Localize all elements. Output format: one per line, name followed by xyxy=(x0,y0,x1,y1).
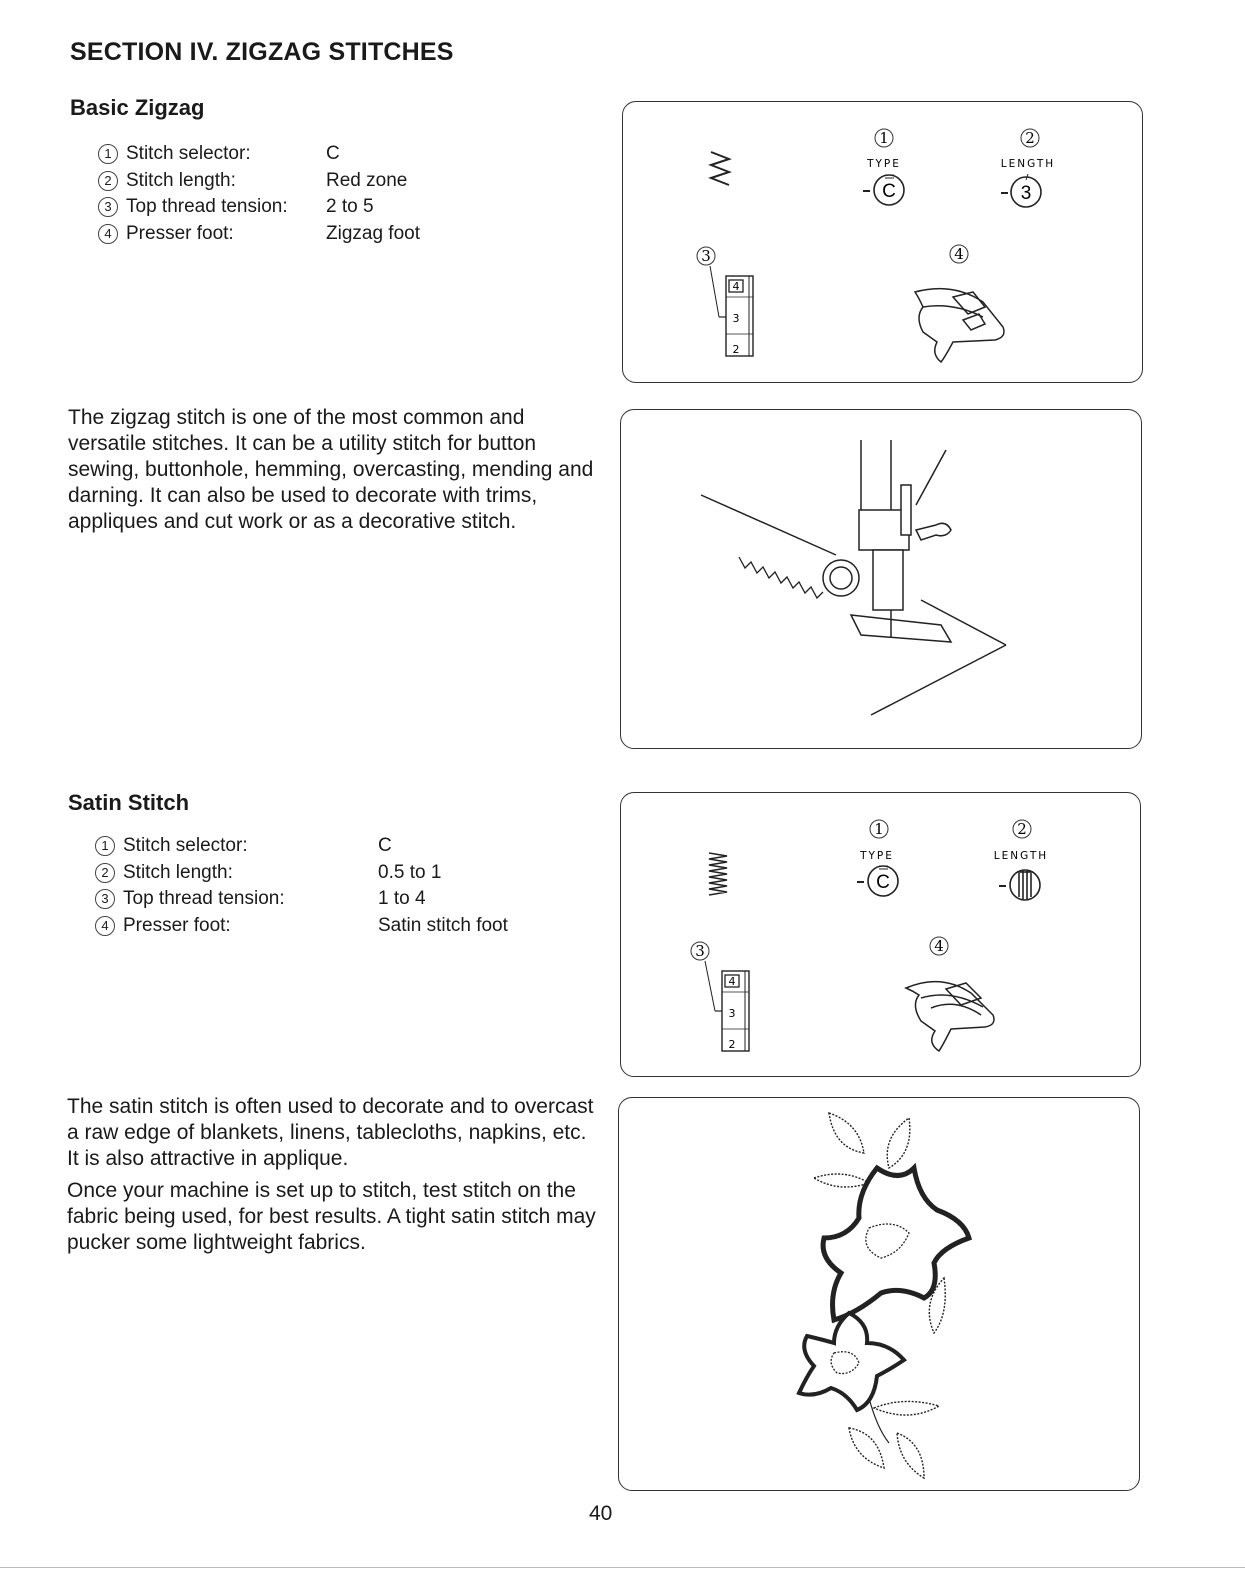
setting-value: 1 to 4 xyxy=(378,888,426,909)
callout-number: 4 xyxy=(98,224,118,244)
setting-label: Stitch length: xyxy=(123,861,233,883)
satin-setting-row xyxy=(95,833,508,860)
tension-mark-3: 3 xyxy=(728,1007,736,1020)
bottom-rule xyxy=(0,1567,1245,1568)
callout-4: 4 xyxy=(934,937,944,955)
leaf-icon xyxy=(814,1174,869,1187)
satin-stitch-icon xyxy=(709,853,727,895)
basic-setting-row xyxy=(98,141,420,168)
satin-description-text-1: The satin stitch is often used to decorate and to overcast a raw edge of blankets, linens, tablecloths, napkins, etc. It is also attractive in applique. xyxy=(67,1095,594,1170)
setting-value: C xyxy=(378,835,392,856)
setting-label: Stitch selector: xyxy=(126,143,251,164)
callout-number: 2 xyxy=(95,863,115,883)
satin-settings-diagram xyxy=(620,792,1141,1077)
tension-mark-2: 2 xyxy=(728,1038,736,1051)
satin-description xyxy=(67,1094,597,1262)
page-number: 40 xyxy=(589,1502,613,1525)
basic-settings-diagram xyxy=(622,101,1143,383)
setting-label: Presser foot: xyxy=(123,914,231,936)
basic-setting-row xyxy=(98,168,420,195)
length-label: LENGTH xyxy=(993,850,1049,862)
callout-number: 1 xyxy=(98,144,118,164)
zigzag-sewing-illustration xyxy=(620,409,1142,749)
setting-value: Zigzag foot xyxy=(326,222,420,244)
tension-mark-4: 4 xyxy=(728,975,736,988)
satin-stitch-heading: Satin Stitch xyxy=(68,790,190,815)
satin-setting-row xyxy=(95,860,508,887)
satin-applique-illustration xyxy=(618,1097,1140,1491)
satin-setting-row xyxy=(95,886,508,913)
basic-zigzag-heading: Basic Zigzag xyxy=(70,95,205,120)
callout-3: 3 xyxy=(701,247,711,265)
setting-label: Top thread tension: xyxy=(126,196,288,217)
setting-value: Red zone xyxy=(326,169,408,191)
length-dial-value: 3 xyxy=(1020,183,1032,204)
type-dial-value: C xyxy=(876,872,890,893)
leaf-icon xyxy=(887,1118,910,1168)
setting-value: 2 to 5 xyxy=(326,196,374,217)
tension-mark-4: 4 xyxy=(732,280,740,293)
satin-description-text-2: Once your machine is set up to stitch, test stitch on the fabric being used, for best results. A tight satin stitch may pucker some lightweight fabrics. xyxy=(67,1179,596,1254)
satin-stitch-foot-icon xyxy=(906,982,994,1051)
leaf-icon xyxy=(849,1428,884,1468)
setting-label: Stitch selector: xyxy=(123,835,248,856)
basic-setting-row xyxy=(98,221,420,248)
setting-label: Stitch length: xyxy=(126,169,236,191)
callout-2: 2 xyxy=(1025,129,1035,147)
callout-number: 1 xyxy=(95,836,115,856)
basic-setting-row xyxy=(98,194,420,221)
callout-1: 1 xyxy=(879,129,889,147)
type-label: TYPE xyxy=(867,158,901,170)
callout-number: 3 xyxy=(98,197,118,217)
section-title: SECTION IV. ZIGZAG STITCHES xyxy=(70,38,454,66)
leaf-icon xyxy=(829,1113,864,1153)
zigzag-seam-icon xyxy=(739,557,823,598)
callout-2: 2 xyxy=(1017,820,1027,838)
tension-mark-2: 2 xyxy=(732,343,740,356)
zigzag-foot-icon xyxy=(915,289,1004,362)
callout-4: 4 xyxy=(954,245,964,263)
length-label: LENGTH xyxy=(1000,158,1056,170)
satin-settings-list xyxy=(95,833,508,939)
type-dial-value: C xyxy=(882,181,896,202)
basic-description-text: The zigzag stitch is one of the most common and versatile stitches. It can be a utility stitch for button sewing, buttonhole, hemming, overcasting, mending and darning. It can also be used to decorate with trims, appliques and cut work or as a decorative stitch. xyxy=(68,406,594,533)
fabric-outline-icon xyxy=(701,495,1006,715)
basic-description xyxy=(68,405,598,541)
small-flower-icon xyxy=(799,1313,904,1410)
leaf-icon xyxy=(897,1433,924,1478)
callout-number: 3 xyxy=(95,889,115,909)
tension-dial-icon xyxy=(726,276,753,356)
setting-label: Top thread tension: xyxy=(123,888,285,909)
setting-value: C xyxy=(326,143,340,164)
setting-value: Satin stitch foot xyxy=(378,914,508,936)
setting-label: Presser foot: xyxy=(126,222,234,244)
callout-number: 2 xyxy=(98,171,118,191)
callout-3: 3 xyxy=(695,942,705,960)
large-flower-icon xyxy=(823,1168,969,1320)
callout-number: 4 xyxy=(95,916,115,936)
presser-foot-needle-icon xyxy=(823,440,951,642)
basic-settings-list xyxy=(98,141,420,247)
tension-mark-3: 3 xyxy=(732,312,740,325)
setting-value: 0.5 to 1 xyxy=(378,861,442,883)
zigzag-stitch-icon xyxy=(711,152,729,185)
leaf-icon xyxy=(874,1401,939,1415)
callout-1: 1 xyxy=(874,820,884,838)
satin-setting-row xyxy=(95,913,508,940)
length-dial-fine-icon xyxy=(999,870,1040,900)
type-label: TYPE xyxy=(860,850,894,862)
tension-dial-icon xyxy=(722,971,749,1051)
